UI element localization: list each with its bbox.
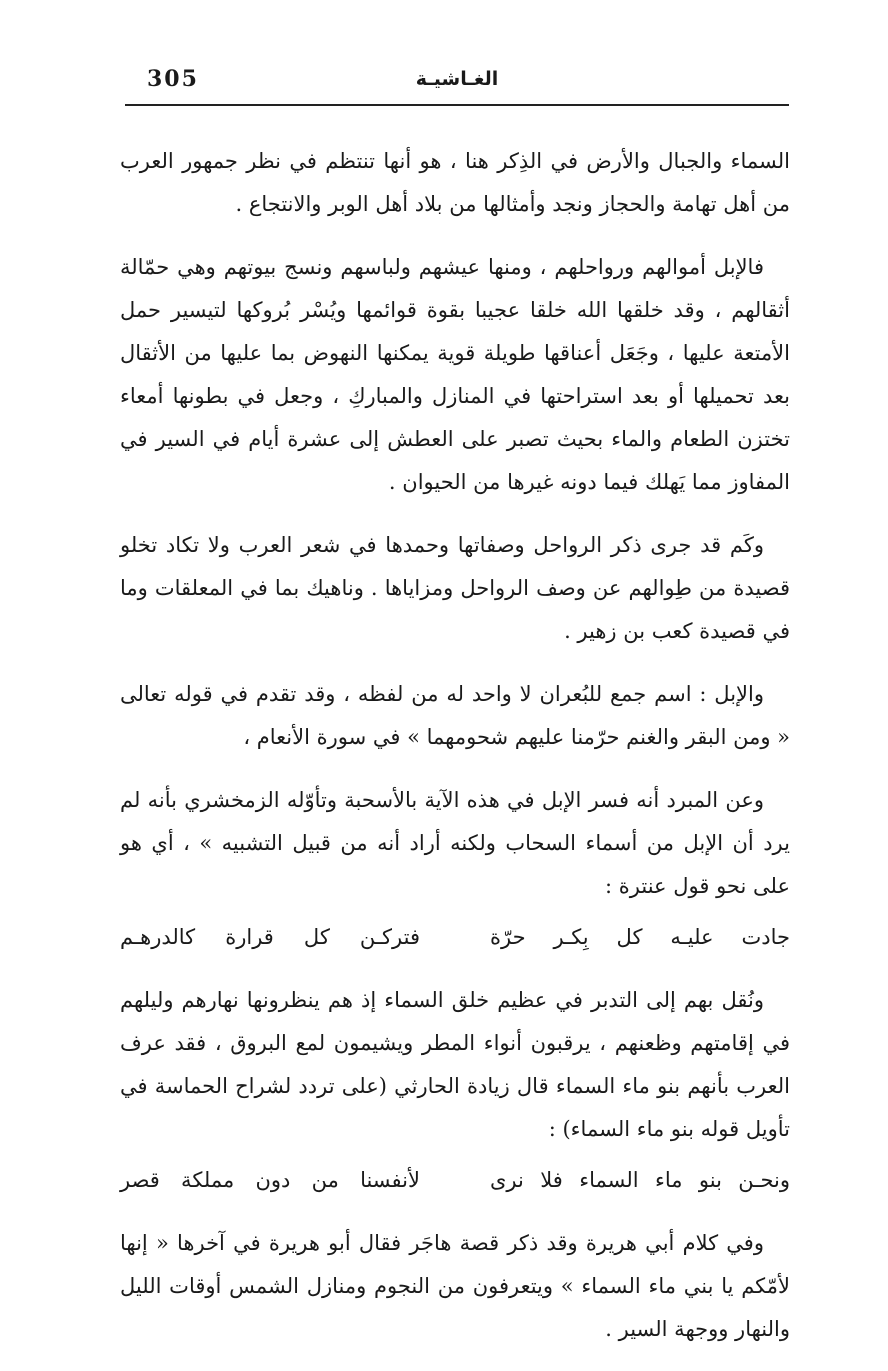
page-header bbox=[125, 58, 789, 106]
paragraph-3: وكَم قد جرى ذكر الرواحل وصفاتها وحمدها في شعر العرب ولا تكاد تخلو قصيدة من طِوالهم عن وصف الرواحل ومزاياها . وناهيك بما في المعلقات وما في قصيدة كعب بن زهير . bbox=[120, 533, 790, 643]
verse-ziyada-first-hemistich: ونحـن بنو ماء السماء فلا نرى bbox=[490, 1168, 790, 1192]
page-number: 305 bbox=[147, 66, 199, 92]
paragraph-5: وعن المبرد أنه فسر الإبل في هذه الآية بالأسحبة وتأوّله الزمخشري بأنه لم يرد أن الإبل من أسماء السحاب ولكنه أراد أنه من قبيل التشبيه » ، أي هو على نحو قول عنترة : bbox=[120, 788, 790, 898]
paragraph-6: ونُقل بهم إلى التدبر في عظيم خلق السماء إذ هم ينظرونها نهارهم وليلهم في إقامتهم وظعنهم ، يرقبون أنواء المطر ويشيمون لمع البروق ، فقد عرف العرب بأنهم بنو ماء السماء قال زيادة الحارثي (على تردد لشراح الحماسة في تأويل قوله بنو ماء السماء) : bbox=[120, 988, 790, 1141]
verse-ziyada bbox=[120, 1159, 790, 1202]
verse-antara bbox=[120, 916, 790, 959]
page-body bbox=[120, 140, 790, 1371]
paragraph-2: فالإبل أموالهم ورواحلهم ، ومنها عيشهم ولباسهم ونسج بيوتهم وهي حمّالة أثقالهم ، وقد خلقها الله خلقا عجيبا بقوة قوائمها ويُسْر بُروكها لتيسير حمل الأمتعة عليها ، وجَعَل أعناقها طويلة قوية يمكنها النهوض بما عليها من الأثقال بعد تحميلها أو بعد استراحتها في المنازل والمباركِ ، وجعل في بطونها أمعاء تختزن الطعام والماء بحيث تصبر على العطش إلى عشرة أيام في السير في المفاوز مما يَهلك فيما دونه غيرها من الحيوان . bbox=[120, 255, 790, 494]
verse-ziyada-second-hemistich: لأنفسنا من دون مملكة قصر bbox=[120, 1168, 420, 1192]
paragraph-4: والإبل : اسم جمع للبُعران لا واحد له من لفظه ، وقد تقدم في قوله تعالى « ومن البقر والغنم حرّمنا عليهم شحومهما » في سورة الأنعام ، bbox=[120, 682, 790, 749]
verse-antara-second-hemistich: فتركـن كل قرارة كالدرهـم bbox=[120, 925, 420, 949]
header-rule bbox=[125, 104, 789, 106]
paragraph-7: وفي كلام أبي هريرة وقد ذكر قصة هاجَر فقال أبو هريرة في آخرها « إنها لأمّكم يا بني ماء السماء » ويتعرفون من النجوم ومنازل الشمس أوقات الليل والنهار ووجهة السير . bbox=[120, 1231, 790, 1341]
paragraph-1: السماء والجبال والأرض في الذِكر هنا ، هو أنها تنتظم في نظر جمهور العرب من أهل تهامة والحجاز ونجد وأمثالها من بلاد أهل الوبر والانتجاع . bbox=[120, 149, 790, 216]
running-title: الغـاشيـة bbox=[415, 68, 499, 90]
verse-antara-first-hemistich: جادت عليـه كل بِكـر حرّة bbox=[490, 925, 790, 949]
